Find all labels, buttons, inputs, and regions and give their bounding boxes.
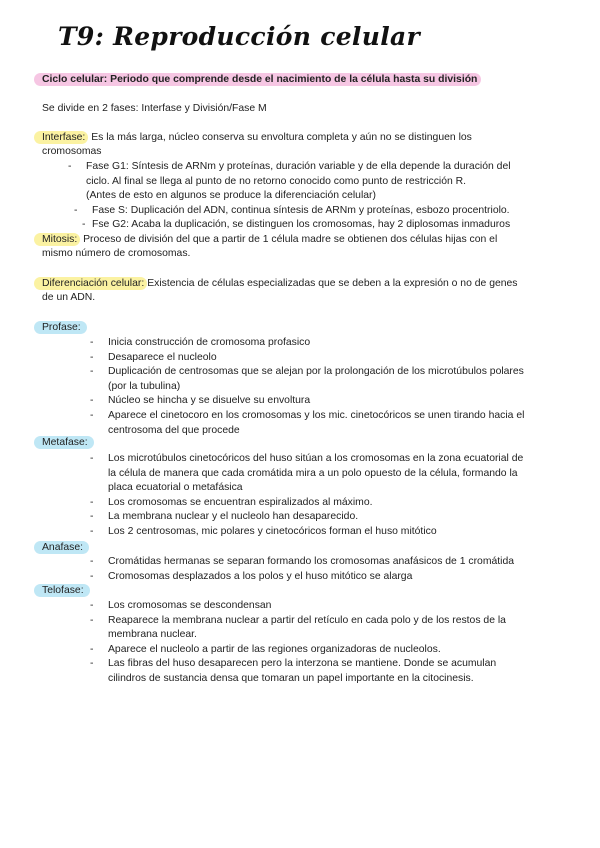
metafase-heading [42,436,94,451]
list-item-text: Las fibras del huso desaparecen pero la interzona se mantiene. Donde se acumulan [108,658,497,670]
list-item-text: Los cromosomas se encuentran espiralizados al máximo. [108,496,373,508]
interfase-line1 [42,131,472,146]
list-item [90,614,506,643]
profase-heading [42,321,87,336]
bullet-dash: - [90,337,94,348]
list-item-text: centrosoma del que procede [108,424,240,436]
list-item-text: Reaparece la membrana nuclear a partir del retículo en cada polo y de los restos de la [108,614,506,626]
diferenciacion-line1 [42,277,518,292]
anafase-heading [42,541,89,556]
list-item-text: Inicia construcción de cromosoma profasico [108,337,311,348]
list-item [90,365,524,394]
list-item-text: Duplicación de centrosomas que se alejan por la prolongación de los microtúbulos polares [108,366,524,378]
mitosis-label: Mitosis: [34,233,80,246]
list-item [90,570,412,585]
bullet-dash: - [90,395,94,407]
interfase-line2: cromosomas [42,146,102,157]
diferenciacion-text: Existencia de células especializadas que se deben a la expresión o no de genes [147,278,518,289]
list-item [90,496,373,511]
list-item [90,555,514,570]
telofase-label: Telofase: [34,584,90,597]
interfase-label: Interfase: [34,131,88,144]
bullet-dash: - [90,556,94,567]
list-item [90,394,310,409]
list-item-text: cilindros de sustancia densa que tomaran un papel importante en la citocinesis. [108,672,474,684]
bullet-dash: - [90,496,94,508]
list-item-text: placa ecuatorial o metafásica [108,482,243,494]
list-item [90,599,271,614]
profase-label: Profase: [34,321,87,334]
bullet-dash: - [68,161,72,172]
list-item-text: Los cromosomas se descondensan [108,600,272,611]
list-item [90,351,217,366]
list-item-text: Cromosomas desplazados a los polos y el huso mitótico se alarga [108,570,413,582]
list-item [82,218,510,233]
anafase-label: Anafase: [34,541,89,554]
list-item-text: Desaparece el nucleolo [108,351,217,363]
mitosis-line2: mismo número de cromosomas. [42,248,191,259]
ciclo-celular-label: Ciclo celular: [42,74,108,85]
metafase-label: Metafase: [34,436,94,449]
mitosis-text: Proceso de división del que a partir de 1 célula madre se obtienen dos células hijas con el [83,234,498,245]
mitosis-line1 [42,233,497,248]
page-title: T9: Reproducción celular [58,22,420,51]
list-item-text: Aparece el nucleolo a partir de las regiones organizadoras de nucleolos. [108,643,441,655]
bullet-dash: - [82,219,86,231]
list-item-text: Núcleo se hincha y se disuelve su envoltura [108,395,311,407]
bullet-dash: - [90,511,94,523]
list-item [90,452,523,496]
bullet-dash: - [90,366,94,378]
list-item [68,160,511,204]
bullet-dash: - [90,351,94,363]
bullet-dash: - [90,614,94,626]
list-item [74,204,510,219]
list-item-text: Fase G1: Síntesis de ARNm y proteínas, duración variable y de ella depende la duración del [86,161,511,172]
list-item-text: Aparece el cinetocoro en los cromosomas y los mic. cinetocóricos se unen tirando hacia el [108,410,525,421]
bullet-dash: - [90,526,94,537]
list-item-text: la célula de manera que cada cromátida mira a un polo opuesto de la célula, formando la [108,467,518,479]
list-item-text: Los 2 centrosomas, mic polares y cinetocóricos forman el huso mitótico [108,526,437,537]
list-item [90,525,437,540]
bullet-dash: - [90,600,94,611]
list-item-text: membrana nuclear. [108,629,197,641]
bullet-dash: - [90,570,94,582]
list-item-text: La membrana nuclear y el nucleolo han desaparecido. [108,511,359,523]
interfase-text: Es la más larga, núcleo conserva su envoltura completa y aún no se distinguen los [91,132,472,143]
diferenciacion-line2: de un ADN. [42,292,96,303]
list-item-text: ciclo. Al final se llega al punto de no retorno conocido como punto de restricción R. [86,175,467,187]
list-item-text: (Antes de esto en algunos se produce la diferenciación celular) [86,190,376,202]
bullet-dash: - [90,453,94,464]
bullet-dash: - [74,204,78,216]
list-item [90,643,441,658]
list-item-text: Cromátidas hermanas se separan formando los cromosomas anafásicos de 1 cromátida [108,556,515,567]
list-item-text: (por la tubulina) [108,380,181,392]
list-item [90,409,524,438]
bullet-dash: - [90,643,94,655]
bullet-dash: - [90,658,94,670]
list-item [90,657,496,686]
diferenciacion-label: Diferenciación celular: [34,277,147,290]
list-item-text: Fse G2: Acaba la duplicación, se distinguen los cromosomas, hay 2 diplosomas inmaduros [92,219,511,231]
telofase-heading [42,584,90,599]
list-item [90,336,310,351]
bullet-dash: - [90,410,94,421]
ciclo-celular-text: Periodo que comprende desde el nacimiento de la célula hasta su división [110,74,478,85]
ciclo-celular-definition [42,73,481,88]
list-item-text: Los microtúbulos cinetocóricos del huso sitúan a los cromosomas en la zona ecuatorial de [108,453,524,464]
fases-intro: Se divide en 2 fases: Interfase y División/Fase M [42,103,267,114]
list-item-text: Fase S: Duplicación del ADN, continua síntesis de ARNm y proteínas, esbozo procentriolo. [92,204,510,216]
list-item [90,510,358,525]
